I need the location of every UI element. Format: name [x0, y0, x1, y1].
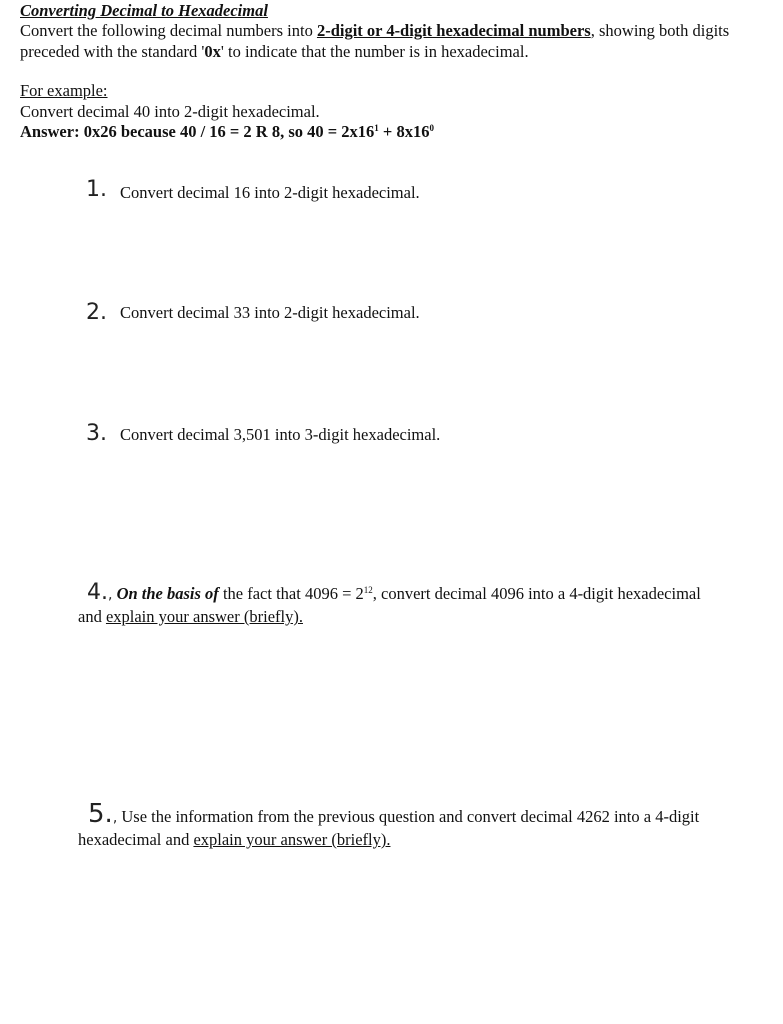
- instructions-text-post: ' to indicate that the number is in hexadecimal.: [220, 42, 529, 61]
- example-heading: For example:: [20, 81, 108, 100]
- question-1-handwritten-number: 1.: [86, 177, 107, 202]
- question-4-lead-emphasis: On the basis of: [116, 584, 219, 603]
- instructions-text-mid: , showing both digits preceded with the standard ': [20, 21, 730, 61]
- question-4-exponent: 12: [363, 585, 373, 595]
- example-answer-prefix: Answer: 0x26 because 40 / 16 = 2 R 8, so 40 = 2x16: [20, 122, 375, 141]
- question-5-text-a: Use the information from the previous question and convert decimal 4262 into a 4-digit: [117, 807, 700, 826]
- question-4-explain-link: explain your answer (briefly).: [105, 607, 303, 626]
- example-answer-exponent-2: 0: [429, 123, 434, 133]
- example-answer-exponent-1: 1: [374, 123, 379, 133]
- instructions-emphasis: 2-digit or 4-digit hexadecimal numbers: [316, 21, 591, 40]
- question-5-text-c: hexadecimal and: [78, 830, 194, 849]
- question-1-text: Convert decimal 16 into 2-digit hexadecimal.: [120, 183, 420, 202]
- question-4: [78, 582, 768, 627]
- example-answer-mid: + 8x16: [378, 122, 430, 141]
- question-4-handwritten-mark: ,: [108, 587, 113, 603]
- question-4-text-a: the fact that 4096 = 2: [218, 584, 364, 603]
- question-1: [86, 177, 420, 202]
- question-4-text-c: and: [78, 607, 106, 626]
- question-3: [86, 421, 441, 446]
- question-3-text: Convert decimal 3,501 into 3-digit hexadecimal.: [120, 425, 441, 444]
- question-2-text: Convert decimal 33 into 2-digit hexadecimal.: [120, 303, 420, 322]
- page-title: Converting Decimal to Hexadecimal: [20, 1, 268, 20]
- instructions-text-pre: Convert the following decimal numbers into: [20, 21, 317, 40]
- question-5: [78, 799, 768, 850]
- example-answer: [20, 121, 434, 142]
- instructions-code: 0x: [204, 42, 221, 61]
- question-3-handwritten-number: 3.: [86, 421, 107, 446]
- example-question: Convert decimal 40 into 2-digit hexadecimal.: [20, 102, 320, 121]
- question-4-handwritten-number: 4.: [87, 580, 108, 605]
- question-5-handwritten-number: 5.: [88, 799, 113, 829]
- question-5-explain-link: explain your answer (briefly).: [193, 830, 391, 849]
- instructions: [20, 20, 765, 62]
- question-2-handwritten-number: 2.: [86, 300, 107, 325]
- question-4-text-b: , convert decimal 4096 into a 4-digit hexadecimal: [372, 584, 701, 603]
- question-2: [86, 300, 420, 325]
- question-5-handwritten-mark: ,: [112, 810, 118, 826]
